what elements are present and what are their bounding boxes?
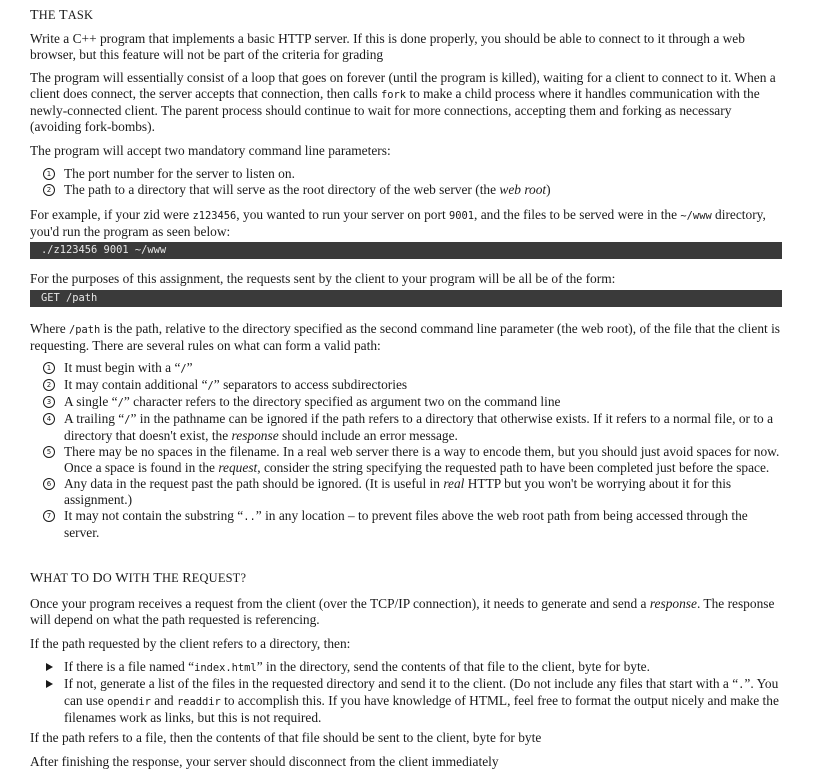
inline-code: / <box>117 397 124 409</box>
param-text: The port number for the server to listen on. <box>64 166 295 181</box>
section-heading-text: THE TASK <box>30 8 94 23</box>
number-circle-icon: 2 <box>43 379 55 391</box>
inline-code-port: 9001 <box>449 210 475 222</box>
example-paragraph: For example, if your zid were z123456, you wanted to run your server on port 9001, and the files to be served were in the ~/www directory, you'd run the program as seen below: <box>30 207 766 239</box>
text: It may contain additional “ <box>64 377 208 392</box>
final-paragraph: After finishing the response, your server should disconnect from the client immediately <box>30 754 499 769</box>
text: Any data in the request past the path should be ignored. (It is useful in <box>64 476 444 491</box>
triangle-bullet-icon <box>46 663 53 671</box>
text: and <box>150 693 177 708</box>
request-code-block: GET /path <box>30 290 782 307</box>
number-circle-icon: 7 <box>43 510 55 522</box>
inline-code: / <box>124 414 131 426</box>
number-circle-icon: 3 <box>43 396 55 408</box>
response-paragraph: Once your program receives a request from the client (over the TCP/IP connection), it needs to generate and send a response. The response will depend on what the path requested is referencing. <box>30 596 775 627</box>
emphasis: real <box>443 476 465 491</box>
text: If there is a file named “ <box>64 659 195 674</box>
text: should include an error message. <box>278 428 458 443</box>
text: It must begin with a “ <box>64 360 181 375</box>
text: If not, generate a list of the files in the requested directory and send it to the client. (Do not include any files that start with a “ <box>64 676 739 691</box>
rule-item <box>30 394 782 411</box>
emphasis: response <box>231 428 279 443</box>
rule-item <box>30 377 782 394</box>
rule-item <box>30 508 782 541</box>
inline-code: opendir <box>107 696 151 708</box>
command-code-block: ./z123456 9001 ~/www <box>30 242 782 259</box>
text: ” in the pathname can be ignored if the path refers to a directory that otherwise exists. If it refers to a normal file, or to a directory that doesn't exist, the <box>64 411 774 443</box>
emphasis: web root <box>499 182 547 197</box>
param-text: The path to a directory that will serve as the root directory of the web server (the <box>64 182 500 197</box>
params-list <box>30 166 782 198</box>
rule-item <box>30 444 782 476</box>
inline-code-zid: z123456 <box>192 210 237 222</box>
inline-code: / <box>207 380 214 392</box>
rule-item <box>30 360 782 377</box>
text: , consider the string specifying the requested path to have been completed just before the space. <box>257 460 770 475</box>
section-heading-task <box>30 7 782 24</box>
text: ” in any location – to prevent files above the web root path from being accessed through the server. <box>64 508 748 540</box>
text: A trailing “ <box>64 411 125 426</box>
inline-code-path: /path <box>69 324 101 336</box>
text: ) <box>546 182 551 197</box>
section-heading-text: WHAT TO DO WITH THE REQUEST? <box>30 571 247 586</box>
number-circle-icon: 1 <box>43 362 55 374</box>
number-circle-icon: 1 <box>43 168 55 180</box>
params-intro: The program will accept two mandatory command line parameters: <box>30 143 391 158</box>
inline-code: readdir <box>176 696 221 708</box>
bullet-item <box>30 659 782 676</box>
param-item <box>30 166 782 182</box>
param-item <box>30 182 782 198</box>
text: ” in the directory, send the contents of that file to the client, byte for byte. <box>256 659 650 674</box>
rule-item <box>30 476 782 508</box>
rule-item <box>30 411 782 444</box>
text: ”. You can use <box>64 676 779 708</box>
inline-code-dir: ~/www <box>680 210 712 222</box>
inline-code-fork: fork <box>381 89 407 101</box>
inline-code: index.html <box>194 662 257 674</box>
number-circle-icon: 2 <box>43 184 55 196</box>
text: HTTP but you won't be worrying about it for this assignment.) <box>64 476 732 507</box>
number-circle-icon: 4 <box>43 413 55 425</box>
directory-intro: If the path requested by the client refers to a directory, then: <box>30 636 351 651</box>
emphasis: request <box>218 460 258 475</box>
request-intro: For the purposes of this assignment, the requests sent by the client to your program will be all be of the form: <box>30 271 616 286</box>
section-heading-request <box>30 570 782 587</box>
text: ” separators to access subdirectories <box>213 377 408 392</box>
inline-code: .. <box>243 511 256 523</box>
inline-code: / <box>180 363 187 375</box>
bullet-item <box>30 676 782 726</box>
intro-paragraph: Write a C++ program that implements a basic HTTP server. If this is done properly, you should be able to connect to it through a web browser, but this feature will not be part of the criteria for grading <box>30 31 745 62</box>
text: ” <box>186 360 193 375</box>
number-circle-icon: 6 <box>43 478 55 490</box>
text: ” character refers to the directory specified as argument two on the command line <box>123 394 561 409</box>
text: to accomplish this. If you have knowledge of HTML, feel free to format the output nicely and make the filenames work as links, but this is not required. <box>64 693 779 725</box>
file-paragraph: If the path refers to a file, then the contents of that file should be sent to the client, byte for byte <box>30 730 542 745</box>
where-paragraph: Where /path is the path, relative to the directory specified as the second command line parameter (the web root), of the file that the client is requesting. There are several rules on what can form a valid path: <box>30 321 781 353</box>
triangle-bullet-icon <box>46 680 53 688</box>
text: It may not contain the substring “ <box>64 508 244 523</box>
directory-bullet-list <box>30 659 782 726</box>
number-circle-icon: 5 <box>43 446 55 458</box>
rules-list <box>30 360 782 541</box>
text: There may be no spaces in the filename. In a real web server there is a way to encode them, but you should just avoid spaces for now. Once a space is found in the <box>64 444 780 475</box>
fork-paragraph: The program will essentially consist of a loop that goes on forever (until the program is killed), waiting for a client to connect to it. When a client does connect, the server accepts that connection, then calls fork to make a child process where it handles communication with the newly-connected client. The parent process should continue to wait for more connections, accepting them and forking as necessary (avoiding fork-bombs). <box>30 70 776 134</box>
text: A single “ <box>64 394 118 409</box>
inline-code: . <box>738 679 745 691</box>
